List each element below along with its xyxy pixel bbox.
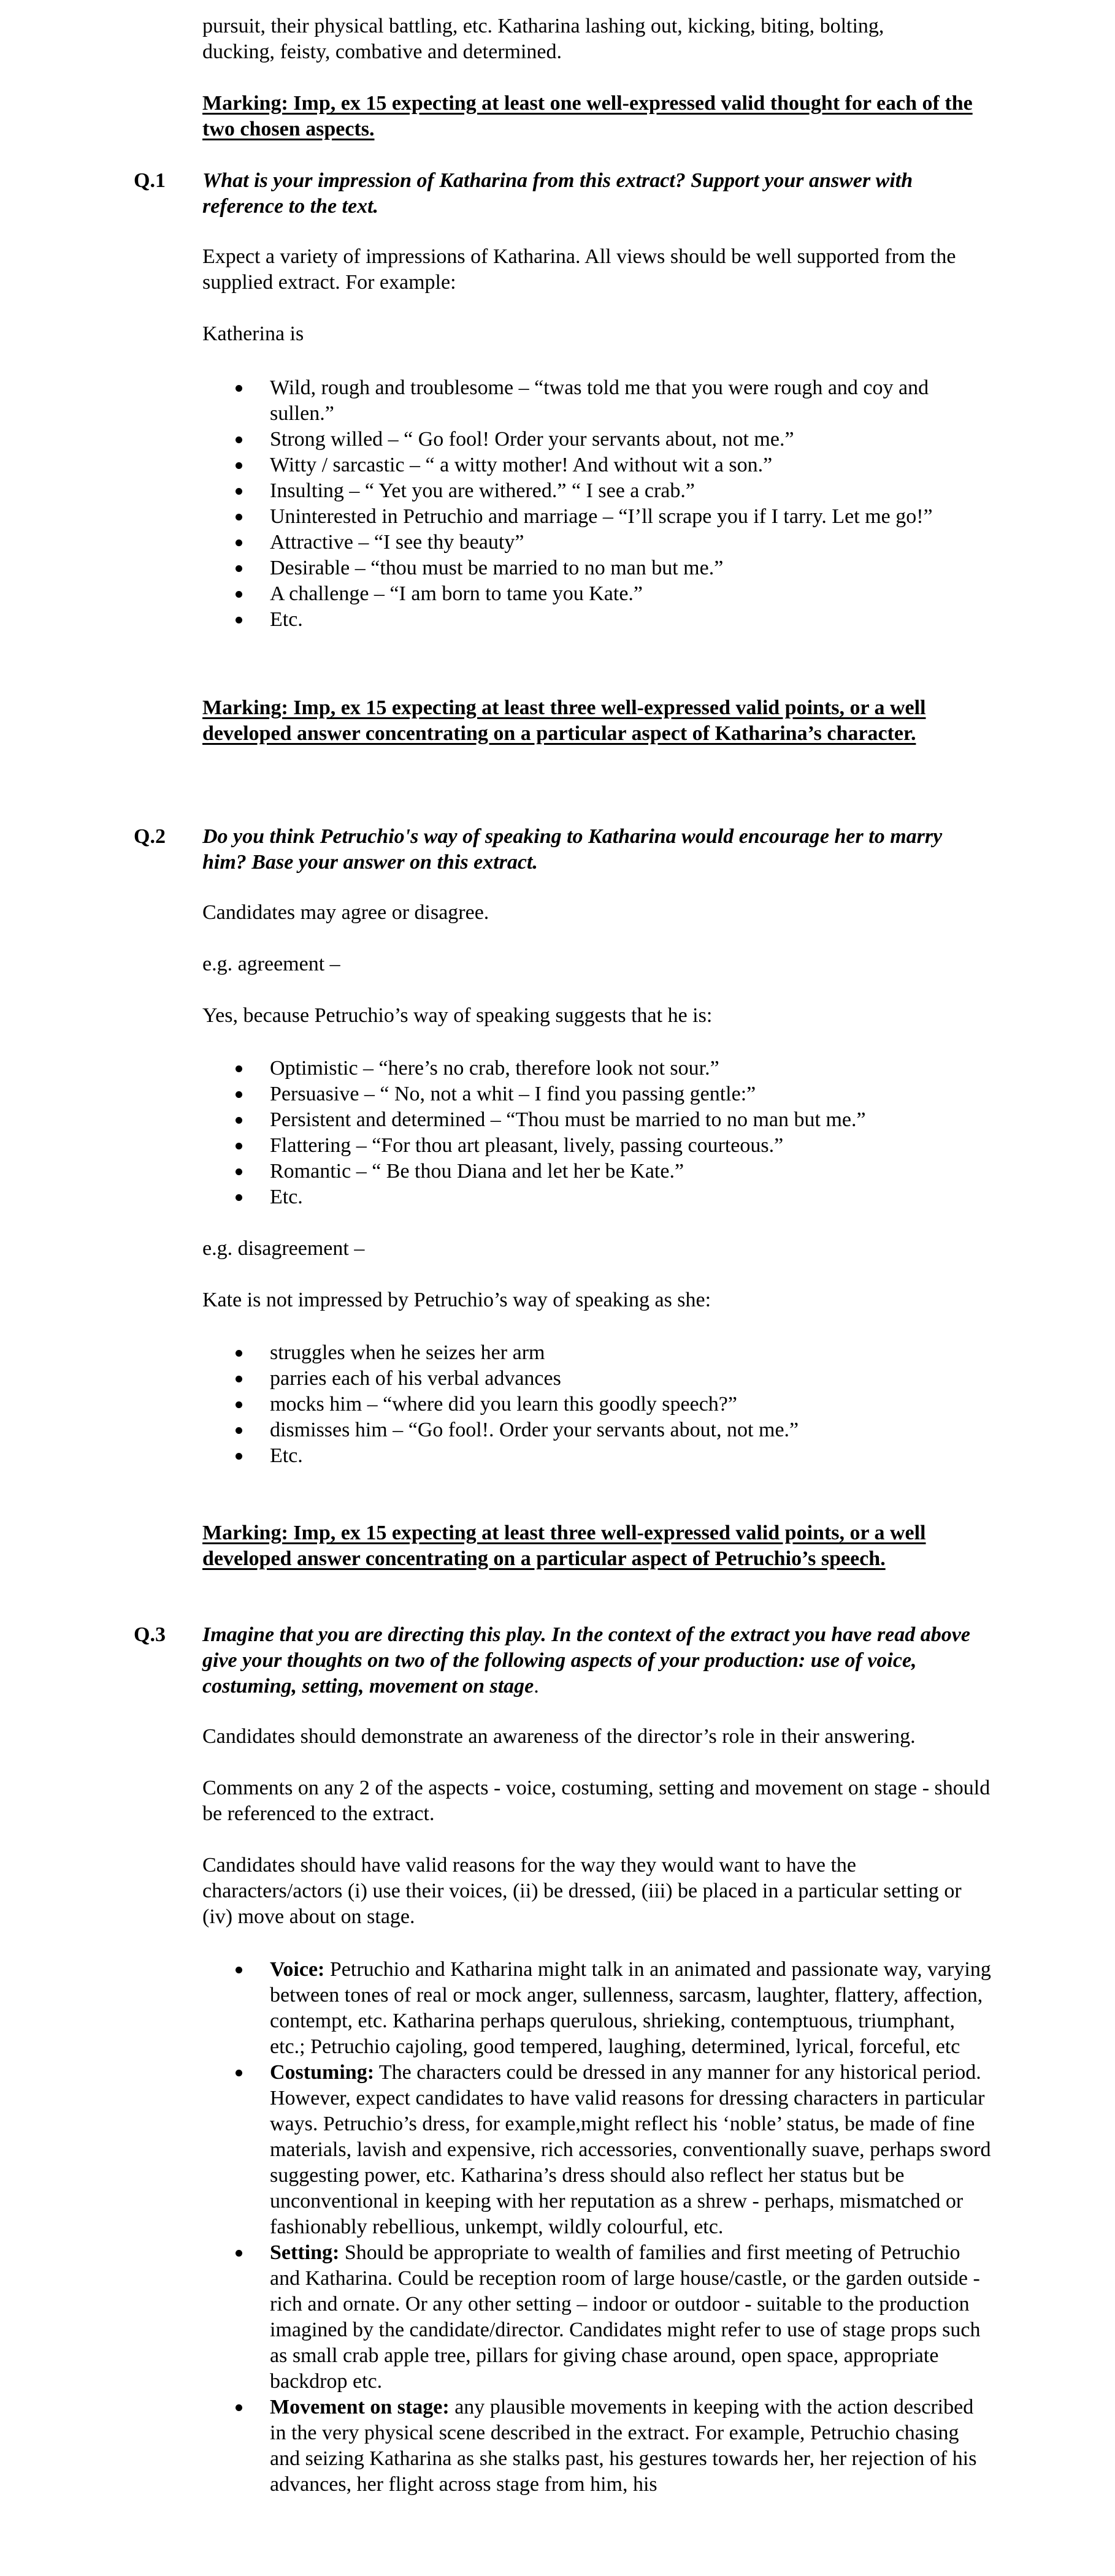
q3-para2: Comments on any 2 of the aspects - voice, costuming, setting and movement on stage - should be referenced to the extract. [202,1777,990,1825]
q2-para1: Candidates may agree or disagree. [202,901,489,924]
q1-question: What is your impression of Katharina from this extract? Support your answer with reference to the text. [202,169,913,218]
bullet-icon [236,1401,242,1408]
bullet-icon [236,2250,242,2257]
list-item: Etc. [202,607,975,633]
q3-para1: Candidates should demonstrate an awareness of the director’s role in their answering. [202,1725,916,1748]
bullet-icon [236,1350,242,1357]
list-item: Persuasive – “ No, not a whit – I find you passing gentle:” [202,1081,1000,1107]
list-item: Romantic – “ Be thou Diana and let her be Kate.” [202,1159,1000,1184]
bullet-icon [236,2070,242,2076]
bullet-icon [236,1143,242,1149]
list-item: Wild, rough and troublesome – “twas told me that you were rough and coy and sullen.” [202,375,975,427]
bullet-icon [236,436,242,443]
list-item: Movement on stage: any plausible movements in keeping with the action described in the very physical scene described in the extract. For example, Petruchio chasing and seizing Katharina as she stalks past, his gestures towards her, her rejection of his advances, her flight across stage from him, his [202,2395,994,2498]
list-item: Insulting – “ Yet you are withered.” “ I see a crab.” [202,478,975,504]
bullet-icon [236,1194,242,1201]
bullet-icon [236,1091,242,1098]
list-item: Etc. [202,1443,1000,1469]
bullet-icon [236,1967,242,1973]
q3-number: Q.3 [134,1623,166,1646]
q2-marking: Marking: Imp, ex 15 expecting at least three well-expressed valid points, or a well developed answer concentrating on a particular aspect of Petruchio’s speech. [202,1522,926,1570]
list-item: struggles when he seizes her arm [202,1340,1000,1366]
bullet-icon [236,1453,242,1460]
list-item: Setting: Should be appropriate to wealth of families and first meeting of Petruchio and Katharina. Could be reception room of large house/castle, or the garden outside - rich and ornate. Or any other setting – indoor or outdoor - suitable to the production imagined by the candidate/director. Candidates might refer to use of stage props such as small crab apple tree, pillars for giving chase around, open space, appropriate backdrop etc. [202,2240,994,2395]
list-item: mocks him – “where did you learn this goodly speech?” [202,1392,1000,1417]
bullet-icon [236,462,242,469]
bullet-icon [236,385,242,392]
list-item: Flattering – “For thou art pleasant, lively, passing courteous.” [202,1133,1000,1159]
intro-continuation: pursuit, their physical battling, etc. Katharina lashing out, kicking, biting, bolting, ducking, feisty, combative and determined. [202,15,884,63]
q3-aspect-list [202,1957,994,2498]
list-item: Attractive – “I see thy beauty” [202,530,975,555]
list-item: A challenge – “I am born to tame you Kate.” [202,581,975,607]
q1-lead: Katherina is [202,322,304,345]
q2-disagree-list [202,1340,1000,1469]
bullet-icon [236,617,242,623]
q2-para3: Yes, because Petruchio’s way of speaking suggests that he is: [202,1004,713,1027]
list-item: parries each of his verbal advances [202,1366,1000,1392]
q1-intro: Expect a variety of impressions of Katharina. All views should be well supported from the supplied extract. For example: [202,245,956,294]
bullet-icon [236,488,242,495]
q3-question: Imagine that you are directing this play. In the context of the extract you have read above give your thoughts on two of the following aspects of your production: use of voice, costuming, setting, movement on stage. [202,1623,970,1698]
list-item: dismisses him – “Go fool!. Order your servants about, not me.” [202,1417,1000,1443]
q2-para4: e.g. disagreement – [202,1237,365,1260]
q2-agree-list [202,1056,1000,1210]
list-item: Witty / sarcastic – “ a witty mother! And without wit a son.” [202,452,975,478]
bullet-icon [236,539,242,546]
list-item: Desirable – “thou must be married to no man but me.” [202,555,975,581]
list-item: Etc. [202,1184,1000,1210]
bullet-icon [236,591,242,598]
q1-marking: Marking: Imp, ex 15 expecting at least three well-expressed valid points, or a well developed answer concentrating on a particular aspect of Katharina’s character. [202,696,926,745]
bullet-icon [236,1168,242,1175]
bullet-icon [236,1065,242,1072]
bullet-icon [236,2404,242,2411]
list-item: Costuming: The characters could be dressed in any manner for any historical period. However, expect candidates to have valid reasons for dressing characters in particular ways. Petruchio’s dress, for example,might reflect his ‘noble’ status, be made of fine materials, lavish and expensive, rich accessories, conventionally suave, perhaps sword suggesting power, etc. Katharina’s dress should also reflect her status but be unconventional in keeping with her reputation as a shrew - perhaps, mismatched or fashionably rebellious, unkempt, wildly colourful, etc. [202,2060,994,2240]
bullet-icon [236,1427,242,1434]
list-item: Optimistic – “here’s no crab, therefore look not sour.” [202,1056,1000,1081]
q2-para5: Kate is not impressed by Petruchio’s way of speaking as she: [202,1289,711,1311]
bullet-icon [236,1376,242,1382]
bullet-icon [236,565,242,572]
q1-number: Q.1 [134,169,166,192]
bullet-icon [236,1117,242,1124]
list-item: Strong willed – “ Go fool! Order your servants about, not me.” [202,427,975,452]
q1-bullet-list [202,375,975,633]
q3-para3: Candidates should have valid reasons for the way they would want to have the characters/actors (i) use their voices, (ii) be dressed, (iii) be placed in a particular setting or (iv) move about on stage. [202,1854,962,1928]
list-item: Persistent and determined – “Thou must be married to no man but me.” [202,1107,1000,1133]
q2-para2: e.g. agreement – [202,953,340,975]
list-item: Voice: Petruchio and Katharina might talk in an animated and passionate way, varying between tones of real or mock anger, sullenness, sarcasm, laughter, flattery, affection, contempt, etc. Katharina perhaps querulous, shrieking, contemptuous, triumphant, etc.; Petruchio cajoling, good tempered, laughing, determined, lyrical, forceful, etc [202,1957,994,2060]
q2-question: Do you think Petruchio's way of speaking to Katharina would encourage her to marry him? Base your answer on this extract. [202,825,943,874]
q2-number: Q.2 [134,825,166,848]
list-item: Uninterested in Petruchio and marriage – “I’ll scrape you if I tarry. Let me go!” [202,504,975,530]
bullet-icon [236,514,242,520]
intro-marking: Marking: Imp, ex 15 expecting at least one well-expressed valid thought for each of the two chosen aspects. [202,92,973,140]
